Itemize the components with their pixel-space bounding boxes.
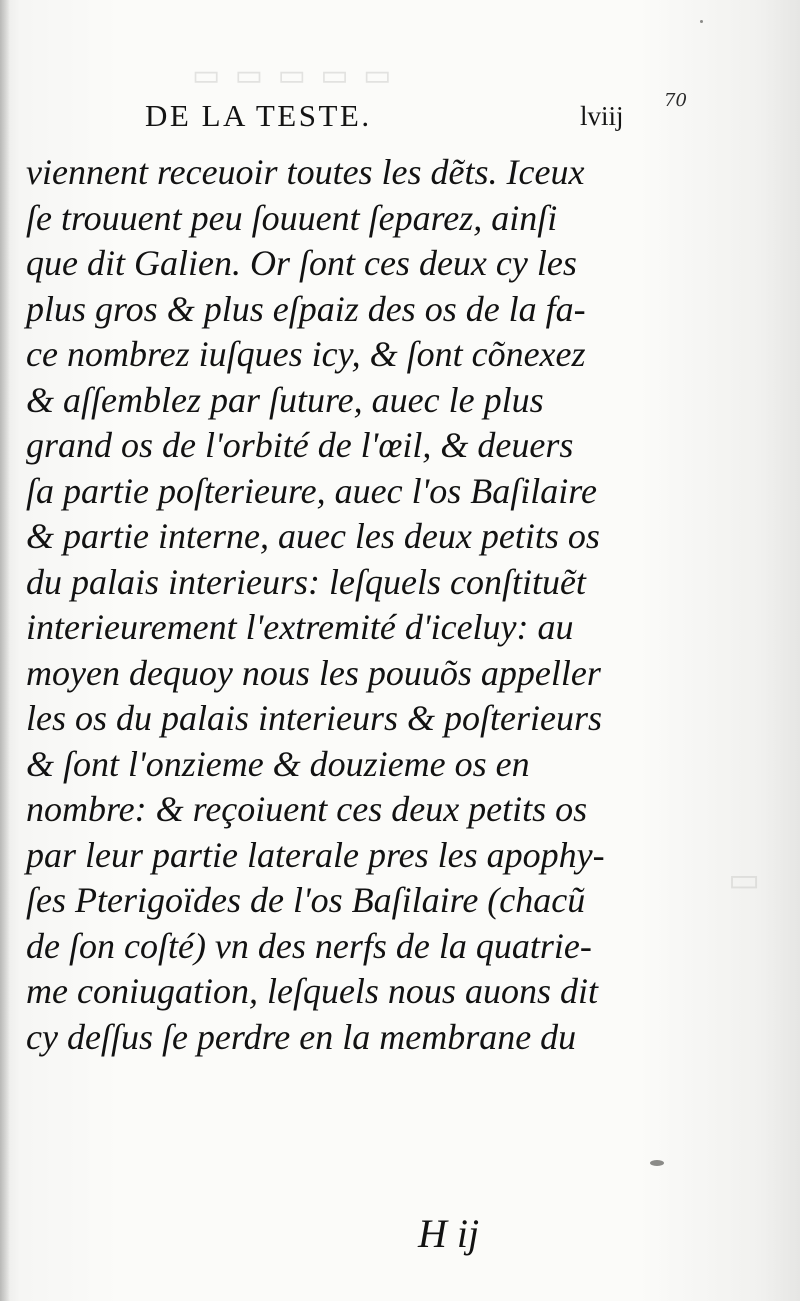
show-through-mark: ▭ ▭ ▭ ▭ ▭ (190, 58, 392, 93)
text-line: interieurement l'extremité d'iceluy: au (26, 607, 574, 647)
text-line: que dit Galien. Or ſont ces deux cy les (26, 243, 577, 283)
text-line: ce nombrez iuſques icy, & ſont cõnexez (26, 334, 586, 374)
text-line: ſa partie poſterieure, auec l'os Baſilaire (26, 470, 597, 511)
running-head: DE LA TESTE. (145, 98, 372, 133)
text-line: plus gros & plus eſpaiz des os de la fa- (26, 288, 586, 329)
text-line: & ſont l'onzieme & douzieme os en (26, 743, 530, 784)
text-line: du palais interieurs: leſquels conſtituẽt (26, 561, 586, 602)
text-line: me coniugation, leſquels nous auons dit (26, 971, 598, 1011)
text-line: ſes Pterigoïdes de l'os Baſilaire (chacũ (26, 880, 586, 920)
text-line: nombre: & reçoiuent ces deux petits os (26, 789, 588, 829)
handwritten-page-number: 70 (664, 90, 687, 111)
signature-mark: H ij (418, 1211, 480, 1256)
body-text (26, 150, 626, 1060)
gutter-shadow (0, 0, 10, 1301)
text-line: moyen dequoy nous les pouuõs appeller (26, 652, 601, 693)
text-line: ſe trouuent peu ſouuent ſeparez, ainſi (26, 197, 558, 238)
show-through-mark: ▭ (728, 860, 763, 900)
text-line: viennent receuoir toutes les dẽts. Iceux (26, 152, 585, 192)
text-line: & aſſemblez par ſuture, auec le plus (26, 379, 544, 420)
text-line: par leur partie laterale pres les apophy- (26, 834, 605, 875)
text-line: de ſon coſté) vn des nerfs de la quatrie- (26, 925, 592, 966)
text-line: grand os de l'orbité de l'œil, & deuers (26, 425, 574, 465)
ink-speck (650, 1160, 664, 1166)
folio-number: lviij (580, 101, 624, 131)
text-line: & partie interne, auec les deux petits os (26, 516, 600, 556)
text-line: cy deſſus ſe perdre en la membrane du (26, 1016, 577, 1057)
ink-speck (700, 20, 703, 23)
text-line: les os du palais interieurs & poſterieurs (26, 698, 602, 738)
